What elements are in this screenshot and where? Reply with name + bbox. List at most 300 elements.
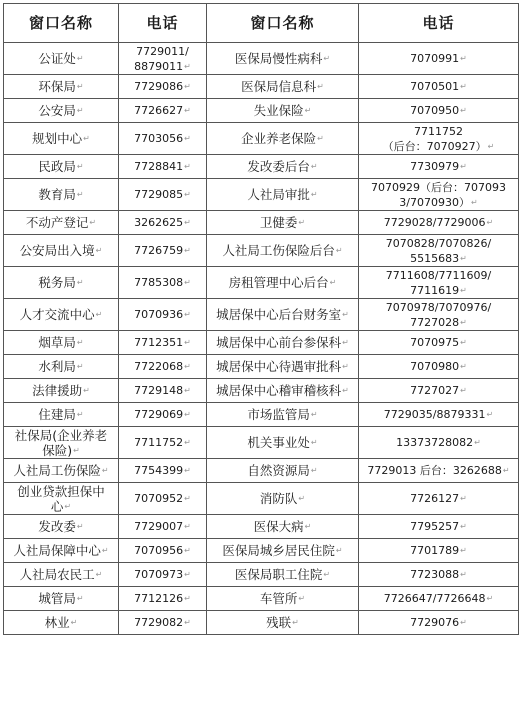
cell-text: 房租管理中心后台	[228, 275, 329, 290]
paragraph-mark-icon: ↵	[76, 54, 84, 63]
phone-cell	[359, 211, 519, 235]
window-name-cell	[4, 331, 119, 355]
phone-cell	[119, 99, 207, 123]
paragraph-mark-icon: ↵	[76, 338, 84, 347]
phone-cell	[359, 515, 519, 539]
phone-cell	[119, 267, 207, 299]
cell-text: 民政局	[38, 159, 76, 174]
paragraph-mark-icon: ↵	[298, 594, 306, 603]
cell-text: 人社局工伤保险后台	[222, 243, 335, 258]
window-name-cell	[207, 155, 359, 179]
table-row	[4, 563, 519, 587]
paragraph-mark-icon: ↵	[184, 82, 191, 91]
cell-text: 教育局	[38, 187, 76, 202]
phone-cell	[119, 235, 207, 267]
paragraph-mark-icon: ↵	[310, 410, 318, 419]
phone-cell	[359, 179, 519, 211]
window-name-cell	[4, 483, 119, 515]
paragraph-mark-icon: ↵	[101, 546, 109, 555]
phone-cell	[359, 99, 519, 123]
paragraph-mark-icon: ↵	[76, 410, 84, 419]
paragraph-mark-icon: ↵	[310, 438, 318, 447]
cell-text: 人社局农民工	[19, 567, 95, 582]
paragraph-mark-icon: ↵	[335, 246, 343, 255]
paragraph-mark-icon: ↵	[89, 218, 97, 227]
cell-text: 7723088	[410, 568, 460, 581]
table-row	[4, 427, 519, 459]
cell-text: 7729028/7729006	[383, 216, 486, 229]
table-row	[4, 179, 519, 211]
table-row	[4, 459, 519, 483]
window-name-cell	[207, 75, 359, 99]
paragraph-mark-icon: ↵	[184, 278, 191, 287]
phone-cell	[119, 587, 207, 611]
cell-text: 人才交流中心	[19, 307, 95, 322]
window-name-cell	[207, 611, 359, 635]
cell-text: 医保局职工住院	[234, 567, 323, 582]
phone-cell	[359, 299, 519, 331]
cell-text: 水利局	[38, 359, 76, 374]
window-name-cell	[4, 515, 119, 539]
paragraph-mark-icon: ↵	[76, 190, 84, 199]
paragraph-mark-icon: ↵	[73, 445, 80, 455]
window-name-cell	[4, 427, 119, 459]
paragraph-mark-icon: ↵	[460, 106, 467, 115]
table-row	[4, 99, 519, 123]
paragraph-mark-icon: ↵	[184, 386, 191, 395]
window-name-cell	[4, 43, 119, 75]
window-name-cell	[4, 235, 119, 267]
window-name-cell	[4, 539, 119, 563]
paragraph-mark-icon: ↵	[76, 162, 84, 171]
cell-text: 林业	[44, 615, 70, 630]
window-name-cell	[4, 379, 119, 403]
paragraph-mark-icon: ↵	[323, 54, 331, 63]
paragraph-mark-icon: ↵	[184, 246, 191, 255]
window-name-cell	[207, 563, 359, 587]
paragraph-mark-icon: ↵	[460, 386, 467, 395]
paragraph-mark-icon: ↵	[304, 522, 312, 531]
cell-text: （后台：7070927）	[382, 139, 487, 153]
cell-text: 7795257	[410, 520, 460, 533]
paragraph-mark-icon: ↵	[486, 594, 494, 603]
cell-text: 消防队	[259, 491, 298, 506]
paragraph-mark-icon: ↵	[184, 438, 191, 447]
cell-text: 保险)	[42, 442, 73, 458]
paragraph-mark-icon: ↵	[184, 362, 191, 371]
cell-text: 医保大病	[253, 519, 304, 534]
window-name-cell	[4, 123, 119, 155]
cell-text: 7070978/7070976/	[385, 300, 492, 314]
cell-text: 7070980	[410, 360, 460, 373]
paragraph-mark-icon: ↵	[460, 522, 467, 531]
cell-text: 7070501	[410, 80, 460, 93]
cell-text: 企业养老保险	[241, 131, 317, 146]
cell-text: 公证处	[38, 51, 76, 66]
table-row	[4, 515, 519, 539]
table-row	[4, 403, 519, 427]
table-row	[4, 611, 519, 635]
cell-text: 7785308	[134, 276, 184, 289]
paragraph-mark-icon: ↵	[184, 570, 191, 579]
paragraph-mark-icon: ↵	[298, 218, 306, 227]
cell-text: 7070828/7070826/	[385, 236, 492, 250]
cell-text: 3/7070930）	[399, 195, 470, 209]
paragraph-mark-icon: ↵	[460, 317, 467, 327]
cell-text: 7729013 后台：3262688	[367, 464, 502, 477]
header-window-name: 窗口名称	[207, 4, 359, 43]
cell-text: 城管局	[38, 591, 76, 606]
phone-cell	[359, 267, 519, 299]
cell-text: 7070936	[134, 308, 184, 321]
paragraph-mark-icon: ↵	[329, 278, 337, 287]
table-row	[4, 155, 519, 179]
table-row	[4, 539, 519, 563]
paragraph-mark-icon: ↵	[76, 278, 84, 287]
cell-text: 7727027	[410, 384, 460, 397]
phone-cell	[359, 331, 519, 355]
cell-text: 住建局	[38, 407, 76, 422]
phone-cell	[119, 331, 207, 355]
cell-text: 失业保险	[253, 103, 304, 118]
paragraph-mark-icon: ↵	[184, 522, 191, 531]
window-name-cell	[207, 587, 359, 611]
phone-cell	[119, 355, 207, 379]
paragraph-mark-icon: ↵	[64, 501, 72, 511]
paragraph-mark-icon: ↵	[83, 386, 90, 395]
header-phone: 电话	[119, 4, 207, 43]
window-name-cell	[207, 331, 359, 355]
cell-text: 7070973	[134, 568, 184, 581]
paragraph-mark-icon: ↵	[310, 466, 318, 475]
paragraph-mark-icon: ↵	[460, 618, 467, 627]
cell-text: 医保局城乡居民住院	[222, 543, 335, 558]
cell-text: 卫健委	[259, 215, 298, 230]
paragraph-mark-icon: ↵	[95, 570, 103, 579]
phone-cell	[359, 611, 519, 635]
cell-text: 7711752	[414, 124, 463, 138]
phone-cell	[119, 379, 207, 403]
cell-text: 人社局审批	[247, 187, 310, 202]
phone-cell	[359, 155, 519, 179]
window-name-cell	[207, 427, 359, 459]
window-name-cell	[4, 75, 119, 99]
cell-text: 心	[50, 498, 64, 514]
cell-text: 7070975	[410, 336, 460, 349]
paragraph-mark-icon: ↵	[317, 82, 324, 91]
cell-text: 烟草局	[38, 335, 76, 350]
cell-text: 7729069	[134, 408, 184, 421]
window-name-cell	[4, 99, 119, 123]
window-name-cell	[207, 99, 359, 123]
cell-text: 7727028	[410, 315, 460, 329]
window-name-cell	[207, 539, 359, 563]
cell-text: 税务局	[38, 275, 76, 290]
window-name-cell	[207, 459, 359, 483]
paragraph-mark-icon: ↵	[460, 285, 467, 295]
phone-cell	[359, 355, 519, 379]
paragraph-mark-icon: ↵	[184, 106, 191, 115]
table-row	[4, 75, 519, 99]
paragraph-mark-icon: ↵	[184, 218, 191, 227]
paragraph-mark-icon: ↵	[304, 106, 312, 115]
cell-text: 发改委	[38, 519, 76, 534]
cell-text: 7722068	[134, 360, 184, 373]
paragraph-mark-icon: ↵	[460, 362, 467, 371]
paragraph-mark-icon: ↵	[76, 362, 84, 371]
cell-text: 7729035/8879331	[383, 408, 486, 421]
phone-cell	[359, 403, 519, 427]
phone-cell	[119, 459, 207, 483]
phone-cell	[359, 539, 519, 563]
paragraph-mark-icon: ↵	[298, 494, 306, 503]
table-row	[4, 379, 519, 403]
cell-text: 机关事业处	[247, 435, 310, 450]
cell-text: 残联	[266, 615, 292, 630]
phone-directory-table	[3, 3, 519, 635]
phone-cell	[119, 211, 207, 235]
window-name-cell	[4, 611, 119, 635]
window-name-cell	[207, 235, 359, 267]
window-name-cell	[4, 459, 119, 483]
cell-text: 7729011/	[136, 44, 189, 58]
paragraph-mark-icon: ↵	[70, 618, 78, 627]
paragraph-mark-icon: ↵	[474, 438, 481, 447]
header-row	[4, 4, 519, 43]
paragraph-mark-icon: ↵	[184, 466, 191, 475]
window-name-cell	[207, 211, 359, 235]
cell-text: 不动产登记	[25, 215, 89, 230]
cell-text: 5515683	[410, 251, 460, 265]
cell-text: 7729086	[134, 80, 184, 93]
phone-cell	[119, 179, 207, 211]
cell-text: 法律援助	[32, 383, 83, 398]
window-name-cell	[4, 355, 119, 379]
cell-text: 7726759	[134, 244, 184, 257]
paragraph-mark-icon: ↵	[76, 594, 84, 603]
paragraph-mark-icon: ↵	[76, 106, 84, 115]
paragraph-mark-icon: ↵	[317, 134, 324, 143]
cell-text: 3262625	[134, 216, 184, 229]
paragraph-mark-icon: ↵	[101, 466, 109, 475]
cell-text: 城居保中心前台参保科	[216, 335, 342, 350]
table-row	[4, 123, 519, 155]
paragraph-mark-icon: ↵	[486, 218, 494, 227]
table-row	[4, 267, 519, 299]
paragraph-mark-icon: ↵	[184, 618, 191, 627]
cell-text: 创业贷款担保中	[17, 483, 105, 499]
table-row	[4, 331, 519, 355]
cell-text: 人社局工伤保险	[13, 463, 101, 478]
paragraph-mark-icon: ↵	[460, 162, 467, 171]
window-name-cell	[4, 155, 119, 179]
cell-text: 城居保中心后台财务室	[216, 307, 342, 322]
cell-text: 7728841	[134, 160, 184, 173]
window-name-cell	[4, 299, 119, 331]
cell-text: 公安局出入境	[19, 243, 95, 258]
paragraph-mark-icon: ↵	[342, 362, 349, 371]
cell-text: 环保局	[38, 79, 76, 94]
phone-cell	[119, 515, 207, 539]
cell-text: 7726627	[134, 104, 184, 117]
cell-text: 7701789	[410, 544, 460, 557]
cell-text: 医保局慢性病科	[234, 51, 323, 66]
phone-cell	[119, 427, 207, 459]
paragraph-mark-icon: ↵	[502, 466, 510, 475]
phone-cell	[119, 75, 207, 99]
paragraph-mark-icon: ↵	[342, 386, 349, 395]
cell-text: 7726127	[410, 492, 460, 505]
paragraph-mark-icon: ↵	[184, 410, 191, 419]
table-row	[4, 355, 519, 379]
cell-text: 13373728082	[396, 436, 474, 449]
paragraph-mark-icon: ↵	[184, 190, 191, 199]
phone-cell	[359, 379, 519, 403]
header-phone: 电话	[359, 4, 519, 43]
cell-text: 7070956	[134, 544, 184, 557]
cell-text: 规划中心	[32, 131, 83, 146]
cell-text: 7754399	[134, 464, 184, 477]
cell-text: 7729076	[410, 616, 460, 629]
paragraph-mark-icon: ↵	[460, 494, 467, 503]
table-row	[4, 235, 519, 267]
cell-text: 7711752	[134, 436, 184, 449]
window-name-cell	[207, 299, 359, 331]
paragraph-mark-icon: ↵	[95, 310, 103, 319]
window-name-cell	[207, 43, 359, 75]
cell-text: 7712351	[134, 336, 184, 349]
cell-text: 城居保中心稽审稽核科	[216, 383, 342, 398]
paragraph-mark-icon: ↵	[184, 338, 191, 347]
phone-cell	[119, 611, 207, 635]
paragraph-mark-icon: ↵	[460, 54, 467, 63]
table-row	[4, 299, 519, 331]
window-name-cell	[207, 179, 359, 211]
paragraph-mark-icon: ↵	[342, 338, 349, 347]
table-row	[4, 211, 519, 235]
header-window-name: 窗口名称	[4, 4, 119, 43]
phone-cell	[119, 403, 207, 427]
cell-text: 7726647/7726648	[383, 592, 486, 605]
window-name-cell	[207, 379, 359, 403]
paragraph-mark-icon: ↵	[487, 141, 495, 151]
paragraph-mark-icon: ↵	[310, 190, 318, 199]
table-body	[4, 43, 519, 635]
phone-cell	[119, 483, 207, 515]
window-name-cell	[207, 483, 359, 515]
cell-text: 社保局(企业养老	[14, 427, 108, 443]
window-name-cell	[4, 403, 119, 427]
table-row	[4, 483, 519, 515]
cell-text: 车管所	[259, 591, 298, 606]
paragraph-mark-icon: ↵	[184, 594, 191, 603]
cell-text: 7712126	[134, 592, 184, 605]
cell-text: 医保局信息科	[241, 79, 317, 94]
paragraph-mark-icon: ↵	[184, 310, 191, 319]
phone-cell	[119, 123, 207, 155]
window-name-cell	[207, 123, 359, 155]
paragraph-mark-icon: ↵	[460, 253, 467, 263]
cell-text: 7070929（后台：707093	[371, 180, 506, 194]
cell-text: 自然资源局	[247, 463, 310, 478]
cell-text: 7711608/7711609/	[385, 268, 492, 282]
paragraph-mark-icon: ↵	[292, 618, 299, 627]
cell-text: 7729085	[134, 188, 184, 201]
cell-text: 人社局保障中心	[13, 543, 101, 558]
phone-cell	[359, 427, 519, 459]
paragraph-mark-icon: ↵	[184, 494, 191, 503]
paragraph-mark-icon: ↵	[460, 546, 467, 555]
paragraph-mark-icon: ↵	[486, 410, 494, 419]
paragraph-mark-icon: ↵	[460, 82, 467, 91]
window-name-cell	[4, 267, 119, 299]
cell-text: 7729007	[134, 520, 184, 533]
phone-cell	[119, 43, 207, 75]
paragraph-mark-icon: ↵	[323, 570, 331, 579]
paragraph-mark-icon: ↵	[335, 546, 343, 555]
phone-cell	[359, 43, 519, 75]
phone-cell	[119, 563, 207, 587]
cell-text: 7070991	[410, 52, 460, 65]
cell-text: 7729082	[134, 616, 184, 629]
window-name-cell	[207, 355, 359, 379]
phone-cell	[119, 155, 207, 179]
window-name-cell	[4, 179, 119, 211]
paragraph-mark-icon: ↵	[95, 246, 103, 255]
phone-cell	[359, 483, 519, 515]
cell-text: 城居保中心待遇审批科	[216, 359, 342, 374]
phone-cell	[119, 539, 207, 563]
cell-text: 7703056	[134, 132, 184, 145]
cell-text: 市场监管局	[247, 407, 310, 422]
cell-text: 7070952	[134, 492, 184, 505]
cell-text: 公安局	[38, 103, 76, 118]
cell-text: 7070950	[410, 104, 460, 117]
paragraph-mark-icon: ↵	[184, 162, 191, 171]
paragraph-mark-icon: ↵	[460, 570, 467, 579]
paragraph-mark-icon: ↵	[184, 546, 191, 555]
table-row	[4, 43, 519, 75]
phone-cell	[359, 563, 519, 587]
paragraph-mark-icon: ↵	[83, 134, 90, 143]
paragraph-mark-icon: ↵	[184, 134, 191, 143]
phone-cell	[359, 587, 519, 611]
window-name-cell	[207, 515, 359, 539]
window-name-cell	[207, 403, 359, 427]
phone-cell	[359, 459, 519, 483]
paragraph-mark-icon: ↵	[76, 522, 84, 531]
window-name-cell	[4, 211, 119, 235]
paragraph-mark-icon: ↵	[471, 197, 478, 207]
paragraph-mark-icon: ↵	[184, 61, 191, 71]
window-name-cell	[4, 587, 119, 611]
cell-text: 发改委后台	[247, 159, 310, 174]
window-name-cell	[207, 267, 359, 299]
paragraph-mark-icon: ↵	[76, 82, 84, 91]
paragraph-mark-icon: ↵	[310, 162, 318, 171]
cell-text: 8879011	[134, 59, 184, 73]
phone-cell	[359, 235, 519, 267]
cell-text: 7730979	[410, 160, 460, 173]
cell-text: 7729148	[134, 384, 184, 397]
table-row	[4, 587, 519, 611]
phone-cell	[119, 299, 207, 331]
cell-text: 7711619	[410, 283, 460, 297]
phone-cell	[359, 123, 519, 155]
paragraph-mark-icon: ↵	[342, 310, 349, 319]
window-name-cell	[4, 563, 119, 587]
phone-cell	[359, 75, 519, 99]
